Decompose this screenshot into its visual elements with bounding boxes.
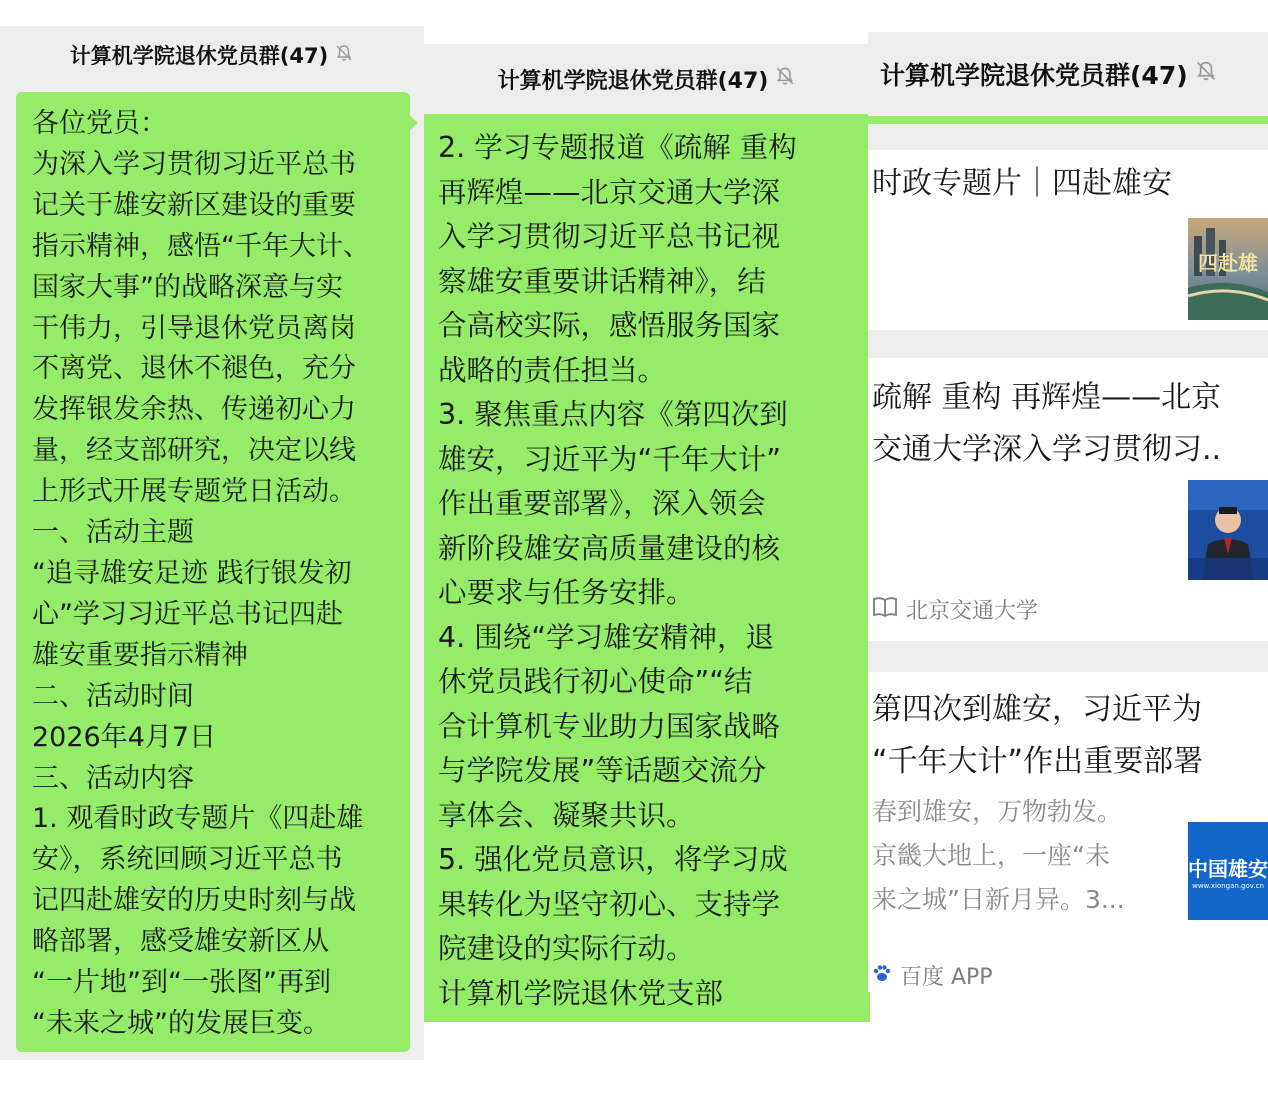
message-line: 安》，系统回顾习近平总书	[32, 844, 343, 876]
message-line: 察雄安重要讲话精神》，结	[438, 264, 766, 298]
message-line: 略部署，感受雄安新区从	[32, 926, 329, 958]
message-line: 合高校实际，感悟服务国家	[438, 309, 781, 342]
message-line: 3. 聚焦重点内容《第四次到	[438, 398, 788, 431]
link-card-article[interactable]	[868, 358, 1268, 641]
desc-line: 来之城”日新月异。3...	[872, 885, 1125, 914]
bell-off-icon	[774, 65, 796, 93]
message-line: 4. 围绕“学习雄安精神，退	[438, 620, 775, 654]
message-line: 心要求与任务安排。	[438, 576, 695, 609]
link-card-video[interactable]	[868, 150, 1268, 330]
message-line: 再辉煌——北京交通大学深	[438, 175, 781, 209]
card-description	[872, 790, 1125, 922]
group-title: 计算机学院退休党员群(47)	[69, 44, 329, 68]
message-line: 干伟力，引导退休党员离岗	[32, 312, 356, 344]
message-line: 5. 强化党员意识，将学习成	[438, 843, 788, 876]
chat-panel-3	[868, 32, 1268, 992]
source-name: 百度 APP	[900, 965, 993, 990]
message-bubble[interactable]	[16, 92, 410, 1052]
message-line: 为深入学习贯彻习近平总书	[32, 148, 356, 180]
bell-off-icon	[1194, 59, 1218, 89]
message-line: 雄安重要指示精神	[32, 639, 248, 671]
thumb-caption: 四赴雄	[1198, 251, 1258, 275]
message-line: 战略的责任担当。	[438, 353, 667, 387]
message-line: 二、活动时间	[32, 680, 194, 712]
message-line: 与学院发展”等话题交流分	[438, 754, 767, 787]
message-line: “追寻雄安足迹 践行银发初	[32, 557, 352, 589]
card-source	[872, 960, 993, 991]
message-line: 新阶段雄安高质量建设的核	[438, 531, 781, 565]
message-line: 心”学习习近平总书记四赴	[32, 598, 343, 630]
card-title: 第四次到雄安，习近平为	[872, 692, 1202, 727]
message-line: 记关于雄安新区建设的重要	[32, 189, 356, 221]
message-line: 休党员践行初心使命”“结	[438, 665, 753, 698]
thumb-logo-text: 中国雄安	[1188, 856, 1268, 881]
message-line: 2026年4月7日	[32, 721, 217, 753]
message-line: 计算机学院退休党支部	[438, 976, 724, 1010]
bubble-tail	[408, 114, 418, 132]
message-line: 记四赴雄安的历史时刻与战	[32, 885, 356, 917]
message-line: 指示精神，感悟“千年大计、	[32, 230, 370, 262]
message-line: 一、活动主题	[32, 517, 194, 549]
chat-panel-1	[0, 26, 424, 1060]
card-thumbnail	[1188, 480, 1268, 580]
bell-off-icon	[334, 43, 354, 68]
group-title: 计算机学院退休党员群(47)	[497, 68, 769, 94]
card-title: 时政专题片｜四赴雄安	[872, 166, 1172, 201]
message-line: 2. 学习专题报道《疏解 重构	[438, 131, 797, 164]
card-thumbnail	[1188, 822, 1268, 920]
thumb-url: www.xiongan.gov.cn	[1192, 881, 1264, 890]
message-line: 雄安，习近平为“千年大计”	[438, 442, 782, 476]
book-open-icon	[872, 596, 898, 624]
message-line: 合计算机专业助力国家战略	[438, 709, 781, 743]
group-title: 计算机学院退休党员群(47)	[880, 61, 1188, 90]
card-title: 疏解 重构 再辉煌——北京	[872, 380, 1222, 415]
chat-header[interactable]	[424, 44, 870, 114]
link-card-news[interactable]	[868, 672, 1268, 992]
paw-icon	[872, 963, 892, 989]
message-line: 享体会、凝聚共识。	[438, 798, 695, 832]
card-thumbnail	[1188, 218, 1268, 320]
message-line: 入学习贯彻习近平总书记视	[438, 220, 781, 253]
chat-header[interactable]	[868, 32, 1268, 116]
message-line: 各位党员：	[32, 108, 167, 139]
card-source	[872, 594, 1038, 625]
message-line: 1. 观看时政专题片《四赴雄	[32, 803, 364, 835]
message-line: 作出重要部署》，深入领会	[438, 487, 766, 520]
message-line: 三、活动内容	[32, 762, 194, 794]
message-line: 不离党、退休不褪色，充分	[32, 353, 356, 385]
desc-line: 春到雄安，万物勃发。	[872, 797, 1123, 826]
message-line: 果转化为坚守初心、支持学	[438, 887, 781, 921]
message-line: 发挥银发余热、传递初心力	[32, 394, 356, 426]
message-bubble[interactable]	[424, 114, 870, 1022]
message-line: 国家大事”的战略深意与实	[32, 271, 343, 303]
message-line: 院建设的实际行动。	[438, 932, 695, 965]
message-line: “未来之城”的发展巨变。	[32, 1007, 330, 1039]
card-title: 交通大学深入学习贯彻习..	[872, 432, 1222, 467]
card-title: “千年大计”作出重要部署	[872, 744, 1204, 779]
message-line: 量，经支部研究，决定以线	[32, 435, 356, 467]
message-line: 上形式开展专题党日活动。	[32, 476, 356, 508]
chat-header[interactable]	[0, 26, 424, 84]
message-line: “一片地”到“一张图”再到	[32, 967, 331, 999]
chat-panel-2	[424, 44, 870, 1022]
source-name: 北京交通大学	[906, 599, 1039, 624]
desc-line: 京畿大地上，一座“未	[872, 841, 1110, 870]
bubble-edge	[868, 116, 1268, 124]
